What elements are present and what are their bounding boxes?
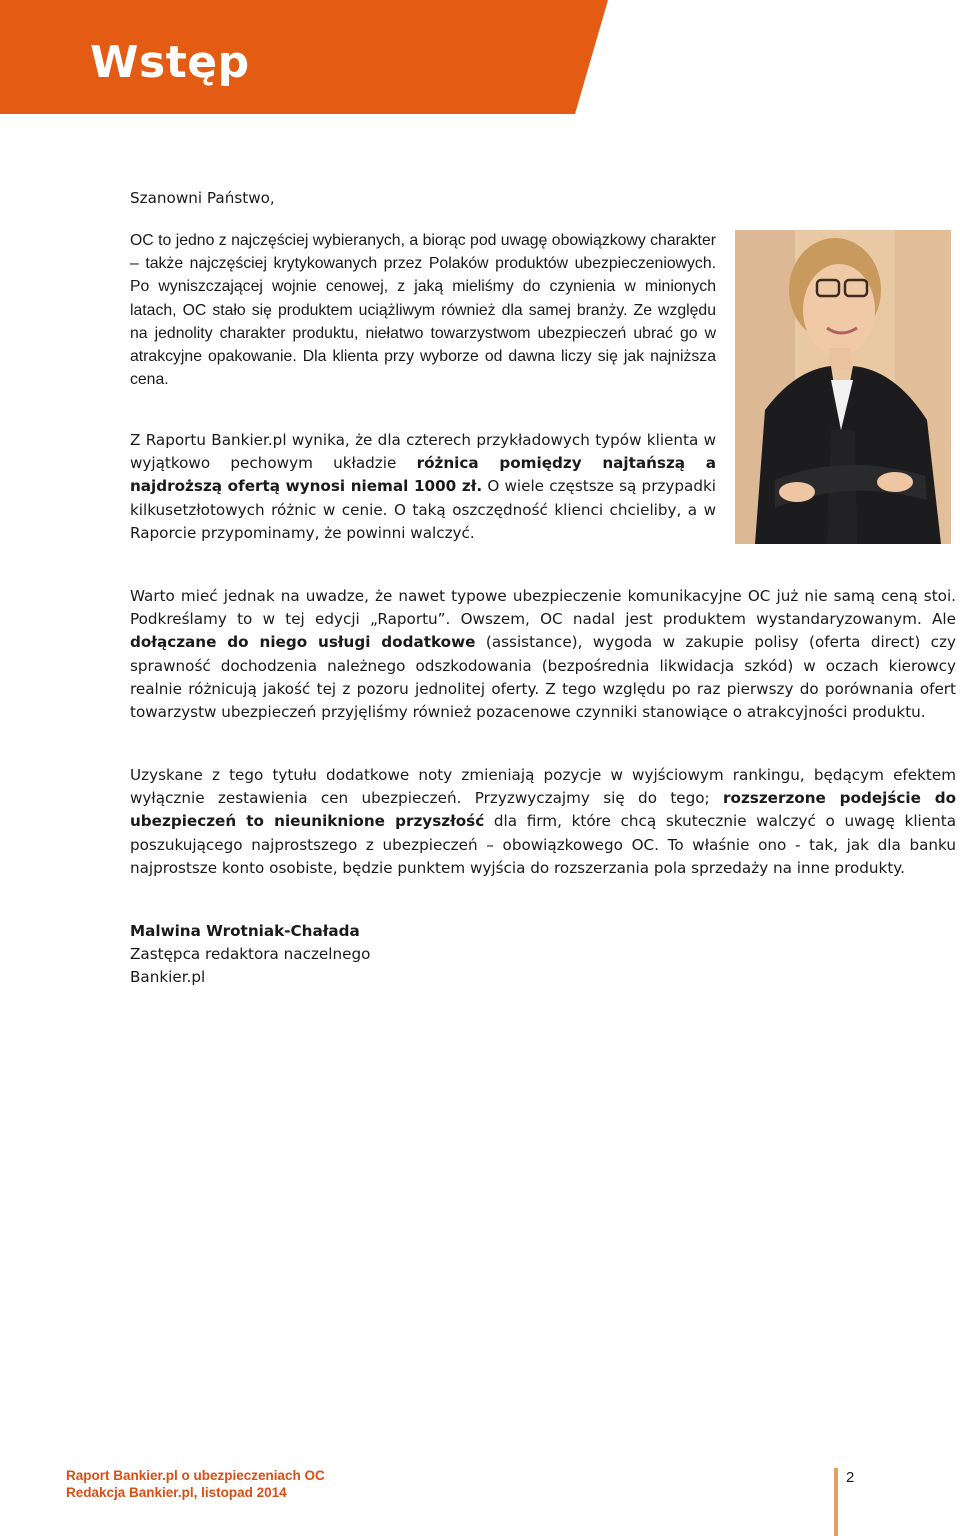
services-text-c: (assistance), wygoda w zakupie polisy (oferta direct) czy sprawność dochodzenia należnego odszkodowania (bezpośrednia likwidacja szkód) w oczach kierowcy realnie różnicują jakość tej z pozoru jednolitej oferty. Z tego względu po raz pierwszy do porównania ofert towarzystw ubezpieczeń przyjęliśmy również pozacenowe czynniki stanowiące o atrakcyjności produktu. (130, 633, 956, 722)
findings-text-c: O wiele częstsze są przypadki kilkusetzłotowych różnic w cenie. O taką oszczędność klienci chcieliby, a w Raporcie przypominamy, że powinni walczyć. (130, 477, 716, 542)
intro-paragraph: OC to jedno z najczęściej wybieranych, a biorąc pod uwagę obowiązkowy charakter – także najczęściej krytykowanych przez Polaków produktów ubezpieczeniowych. Po wyniszczającej wojnie cenowej, z jaką mieliśmy do czynienia w minionych latach, OC stało się produktem uciążliwym również dla samej branży. Ze względu na jednolity charakter produktu, niełatwo towarzystwom ubezpieczeń ubrać go w atrakcyjne opakowanie. Dla klienta przy wyborze od dawna liczy się jak najniższa cena. (130, 232, 716, 389)
page-number: 2 (846, 1469, 855, 1486)
findings-highlight: różnica pomiędzy najtańszą a najdroższą ofertą wynosi niemal 1000 zł. (130, 454, 717, 496)
services-text-a: Warto mieć jednak na uwadze, że nawet typowe ubezpieczenie komunikacyjne OC już nie samą ceną stoi. Podkreślamy to w tej edycji „Raportu”. Owszem, OC nadal jest produktem wystandaryzowanym. Ale (130, 587, 956, 629)
footer-editorial: Redakcja Bankier.pl, listopad 2014 (66, 1485, 287, 1500)
findings-text-a: Z Raportu Bankier.pl wynika, że dla czterech przykładowych typów klienta w wyjątkowo pechowym układzie (130, 431, 716, 473)
footer-source (66, 1467, 325, 1501)
signature-role: Zastępca redaktora naczelnego (130, 945, 371, 964)
future-text-a: Uzyskane z tego tytułu dodatkowe noty zmieniają pozycje w wyjściowym rankingu, będącym efektem wyłącznie zestawienia cen ubezpieczeń. Przyzwyczajmy się do tego; (130, 766, 956, 808)
signature-org: Bankier.pl (130, 968, 206, 987)
future-highlight: rozszerzone podejście do ubezpieczeń to nieuniknione przyszłość (130, 789, 956, 831)
page-title: Wstęp (90, 37, 250, 88)
findings-paragraph (130, 429, 716, 545)
salutation: Szanowni Państwo, (130, 189, 275, 207)
future-text-c: dla firm, które chcą skutecznie walczyć o uwagę klienta poszukującego najprostszego z ubezpieczeń – obowiązkowego OC. To właśnie ono - tak, jak dla banku najprostsze konto osobiste, będzie punktem wyjścia do rozszerzania pola sprzedaży na inne produkty. (130, 812, 957, 877)
author-photo (735, 230, 951, 544)
future-paragraph (130, 764, 956, 880)
signature-block (130, 920, 530, 990)
services-highlight: dołączane do niego usługi dodatkowe (130, 633, 476, 652)
signature-name: Malwina Wrotniak-Chałada (130, 922, 360, 940)
footer-divider (834, 1468, 838, 1536)
footer-report-title: Raport Bankier.pl o ubezpieczeniach OC (66, 1468, 325, 1483)
services-paragraph (130, 585, 956, 724)
